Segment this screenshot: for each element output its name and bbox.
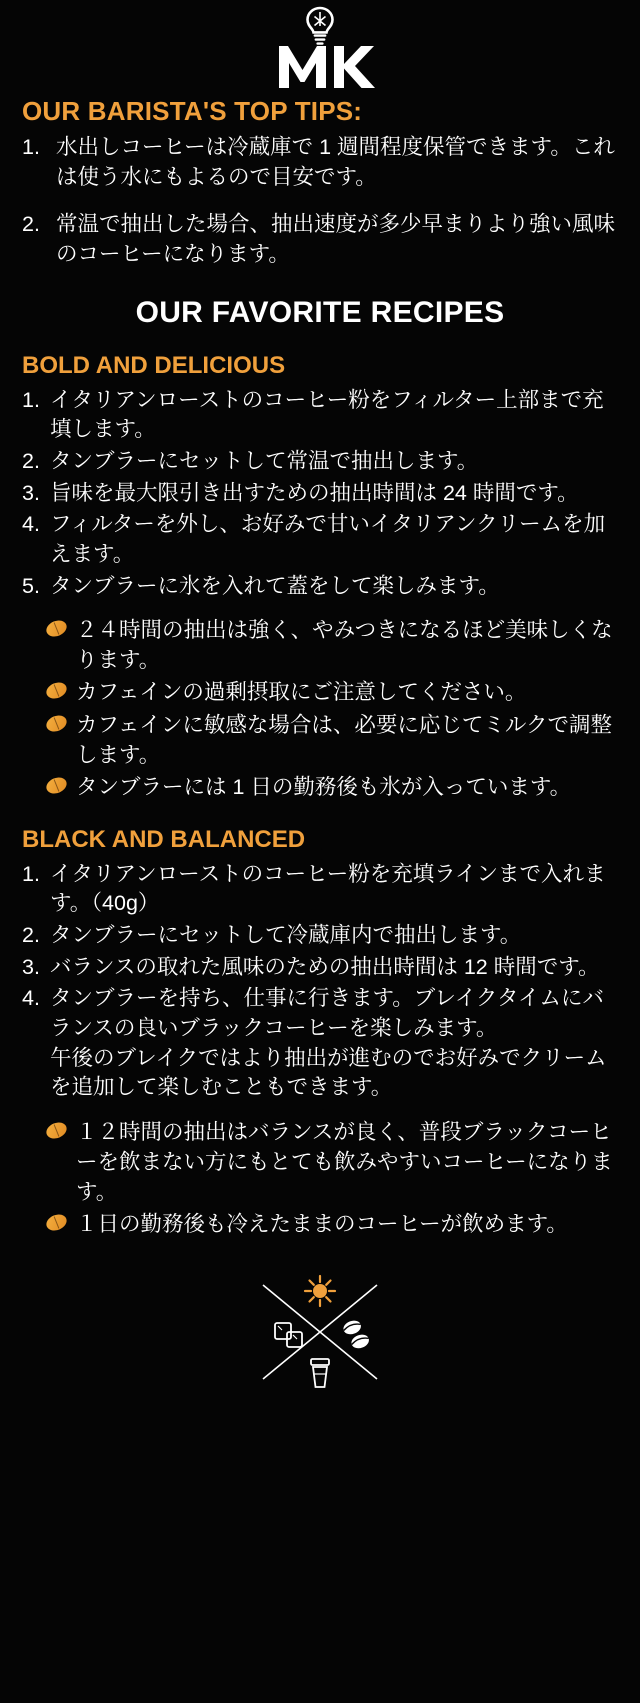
- coffee-bean-icon: [44, 1212, 69, 1234]
- list-item-text: ２４時間の抽出は強く、やみつきになるほど美味しくなります。: [76, 618, 613, 673]
- list-item: [22, 572, 622, 602]
- list-item-number: 3.: [22, 954, 40, 979]
- list-item: [22, 386, 622, 445]
- list-item: [46, 1209, 622, 1239]
- list-item-text: 常温で抽出した場合、抽出速度が多少早まりより強い風味のコーヒーになります。: [56, 212, 616, 266]
- list-item-number: 4.: [22, 986, 40, 1011]
- steps-list-black-and-balanced: [0, 860, 640, 1103]
- list-item: [46, 772, 622, 802]
- recipes-title: OUR FAVORITE RECIPES: [135, 295, 505, 329]
- list-item: [22, 921, 622, 951]
- list-item-text: タンブラーにセットして冷蔵庫内で抽出します。: [50, 923, 522, 948]
- list-item-number: 1.: [22, 861, 40, 886]
- footer-emblem: [245, 1273, 395, 1391]
- list-item-text: 水出しコーヒーは冷蔵庫で 1 週間程度保管できます。これは使う水にもよるので目安です。: [56, 135, 615, 189]
- coffee-bean-icon: [44, 618, 69, 640]
- brand-logo: [0, 0, 640, 94]
- logo-graphic: [255, 6, 385, 92]
- list-item: [46, 615, 622, 675]
- list-item-text: 旨味を最大限引き出すための抽出時間は 24 時間です。: [50, 480, 579, 505]
- list-item: [22, 510, 622, 569]
- footer-emblem-wrap: [0, 1273, 640, 1417]
- list-item-text: タンブラーにセットして常温で抽出します。: [50, 448, 479, 473]
- list-item-extra-text: 午後のブレイクではより抽出が進むのでお好みでクリームを追加して楽しむこともできます。: [50, 1045, 607, 1100]
- notes-list-black-and-balanced: [0, 1117, 640, 1239]
- list-item-number: 1.: [22, 135, 40, 159]
- lightbulb-icon: [308, 8, 333, 45]
- list-item: [22, 860, 622, 919]
- notes-list-bold-and-delicious: [0, 615, 640, 802]
- list-item-text: バランスの取れた風味のための抽出時間は 12 時間です。: [50, 954, 600, 979]
- coffee-beans-icon: [342, 1319, 371, 1351]
- list-item-number: 2.: [22, 923, 40, 948]
- list-item-text: イタリアンローストのコーヒー粉を充填ラインまで入れます。（40g）: [50, 861, 606, 916]
- list-item: [22, 953, 622, 983]
- list-item-text: タンブラーに氷を入れて蓋をして楽しみます。: [50, 573, 500, 598]
- list-item-number: 3.: [22, 480, 40, 505]
- ice-cubes-icon: [275, 1323, 302, 1347]
- list-item: [46, 677, 622, 707]
- list-item: [22, 479, 622, 509]
- list-item: [46, 710, 622, 770]
- list-item-text: フィルターを外し、お好みで甘いイタリアンクリームを加えます。: [50, 512, 606, 566]
- coffee-bean-icon: [44, 1120, 69, 1142]
- tips-title: OUR BARISTA'S TOP TIPS:: [22, 96, 363, 126]
- list-item-number: 1.: [22, 387, 40, 412]
- coffee-bean-icon: [44, 680, 69, 702]
- coffee-bean-icon: [44, 774, 69, 796]
- section-title-black-and-balanced: BLACK AND BALANCED: [22, 825, 306, 853]
- list-item: [22, 984, 622, 1103]
- spacer: [0, 810, 640, 820]
- sun-icon: [305, 1276, 335, 1306]
- list-item-number: 4.: [22, 512, 40, 537]
- mk-monogram: [279, 46, 375, 88]
- list-item: [22, 133, 622, 192]
- list-item-text: イタリアンローストのコーヒー粉をフィルター上部まで充填します。: [50, 387, 604, 442]
- section-title-bold-and-delicious: BOLD AND DELICIOUS: [22, 351, 286, 379]
- list-item-text: カフェインの過剰摂取にご注意してください。: [76, 680, 527, 705]
- tips-list: [0, 133, 640, 270]
- list-item-text: カフェインに敏感な場合は、必要に応じてミルクで調整します。: [76, 712, 612, 767]
- list-item-text: タンブラーを持ち、仕事に行きます。ブレイクタイムにバランスの良いブラックコーヒーを楽しみます。: [50, 986, 605, 1041]
- list-item-text: タンブラーには 1 日の勤務後も氷が入っています。: [76, 774, 572, 799]
- list-item: [22, 210, 622, 269]
- list-item-number: 2.: [22, 448, 40, 473]
- tumbler-icon: [311, 1359, 329, 1387]
- steps-list-bold-and-delicious: [0, 386, 640, 602]
- list-item: [46, 1117, 622, 1207]
- list-item-number: 5.: [22, 573, 40, 598]
- list-item-text: １日の勤務後も冷えたままのコーヒーが飲めます。: [76, 1212, 568, 1237]
- list-item: [22, 447, 622, 477]
- list-item-text: １２時間の抽出はバランスが良く、普段ブラックコーヒーを飲まない方にもとても飲みやすいコーヒーになります。: [76, 1120, 613, 1205]
- list-item-number: 2.: [22, 212, 40, 237]
- coffee-bean-icon: [44, 712, 69, 734]
